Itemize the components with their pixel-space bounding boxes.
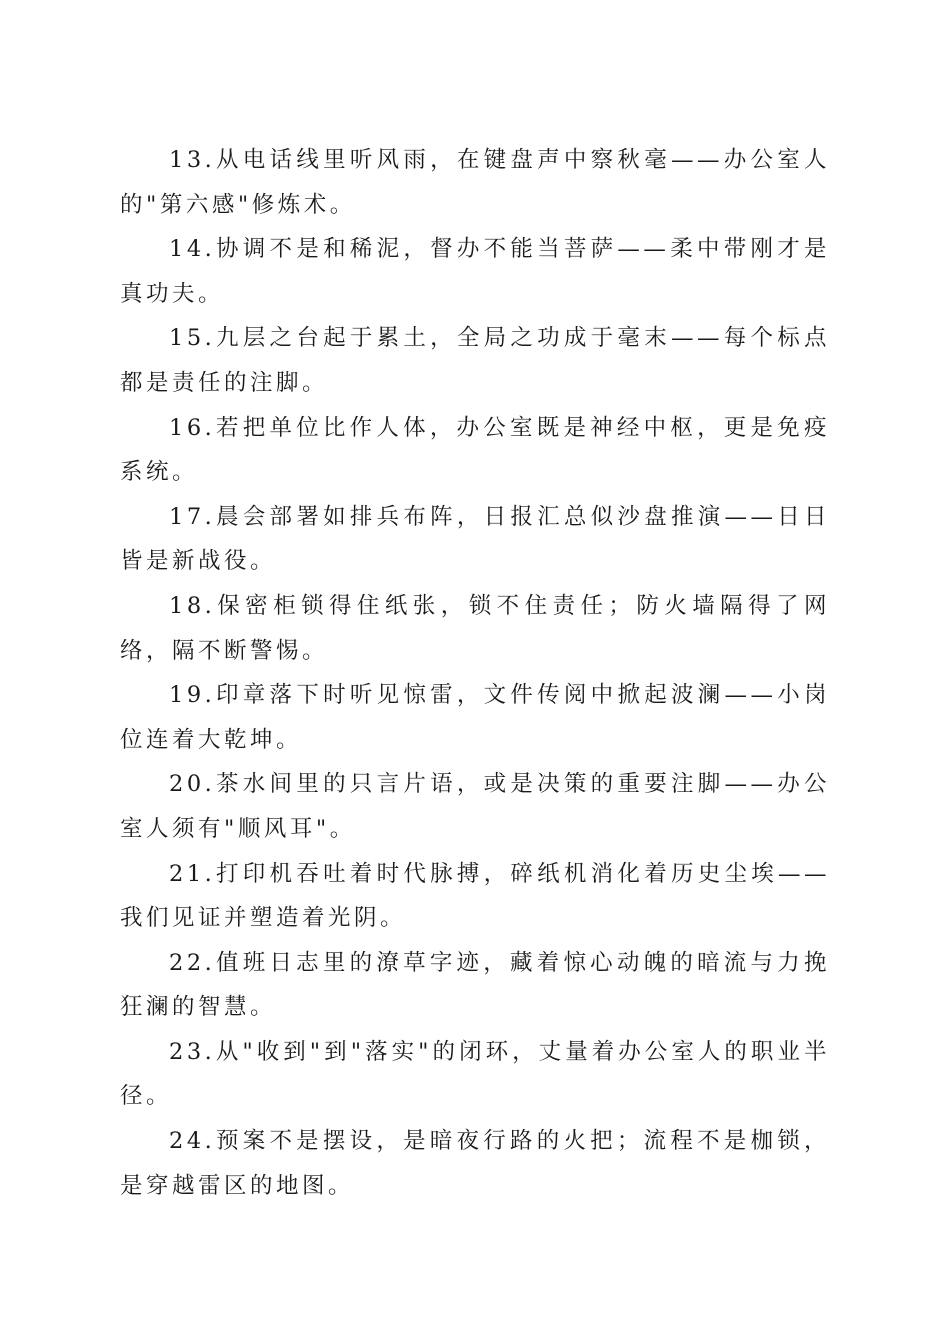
paragraph-22: 22.值班日志里的潦草字迹，藏着惊心动魄的暗流与力挽狂澜的智慧。	[120, 949, 830, 1021]
paragraph-16: 16.若把单位比作人体，办公室既是神经中枢，更是免疫系统。	[120, 414, 830, 486]
paragraph-19: 19.印章落下时听见惊雷，文件传阅中掀起波澜——小岗位连着大乾坤。	[120, 682, 830, 753]
paragraph-20: 20.茶水间里的只言片语，或是决策的重要注脚——办公室人须有"顺风耳"。	[120, 771, 830, 842]
paragraph-13: 13.从电话线里听风雨，在键盘声中察秋毫——办公室人的"第六感"修炼术。	[120, 147, 830, 218]
paragraph-23: 23.从"收到"到"落实"的闭环，丈量着办公室人的职业半径。	[120, 1038, 830, 1110]
paragraph-17: 17.晨会部署如排兵布阵，日报汇总似沙盘推演——日日皆是新战役。	[120, 503, 830, 575]
paragraph-18: 18.保密柜锁得住纸张，锁不住责任；防火墙隔得了网络，隔不断警惕。	[120, 592, 830, 664]
paragraph-14: 14.协调不是和稀泥，督办不能当菩萨——柔中带刚才是真功夫。	[120, 236, 830, 307]
paragraph-24: 24.预案不是摆设，是暗夜行路的火把；流程不是枷锁，是穿越雷区的地图。	[120, 1128, 830, 1199]
paragraph-15: 15.九层之台起于累土，全局之功成于毫末——每个标点都是责任的注脚。	[120, 325, 830, 396]
paragraph-21: 21.打印机吞吐着时代脉搏，碎纸机消化着历史尘埃——我们见证并塑造着光阴。	[120, 860, 830, 932]
document-page	[120, 138, 830, 1208]
